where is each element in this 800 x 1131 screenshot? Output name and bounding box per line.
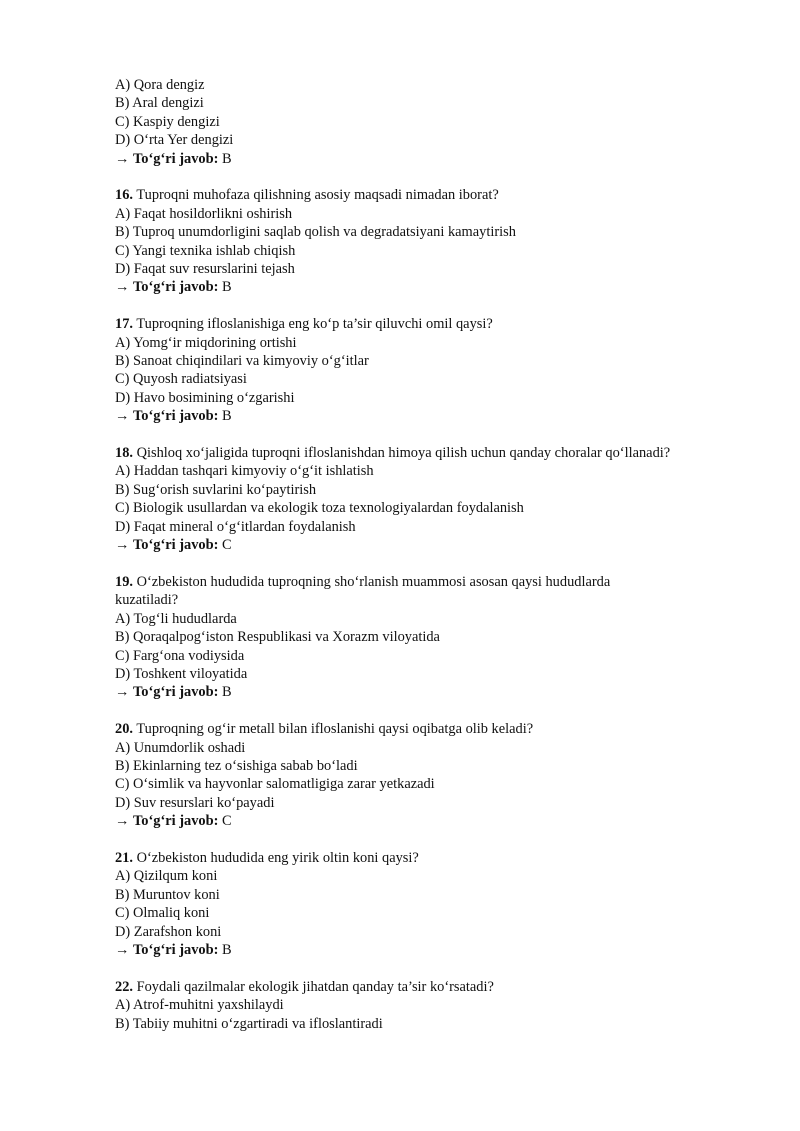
option-a: A) Haddan tashqari kimyoviy o‘g‘it ishlatish — [115, 463, 374, 480]
question-number: 16. — [115, 187, 133, 204]
option-d: D) Havo bosimining o‘zgarishi — [115, 389, 295, 406]
answer-value: B — [222, 942, 232, 958]
option-c: C) Quyosh radiatsiyasi — [115, 371, 247, 388]
answer-value: B — [222, 279, 232, 296]
question-number: 21. — [115, 849, 133, 866]
question-fragment — [115, 76, 775, 168]
option-c: C) Olmaliq koni — [115, 905, 210, 922]
option-b: B) Sanoat chiqindilari va kimyoviy o‘g‘itlar — [115, 353, 369, 370]
question-body: Tuproqning og‘ir metall bilan ifloslanishi qaysi oqibatga olib keladi? — [136, 721, 534, 738]
answer-line — [115, 536, 775, 554]
option-d: D) Suv resurslari ko‘payadi — [115, 794, 275, 811]
answer-label: To‘g‘ri javob: — [133, 942, 219, 958]
question-17 — [115, 315, 775, 425]
option-a: A) Faqat hosildorlikni oshirish — [115, 205, 293, 222]
question-text — [115, 186, 775, 204]
question-text — [115, 720, 775, 738]
question-number: 18. — [115, 445, 133, 462]
option-a: A) Qora dengiz — [115, 77, 205, 93]
answer-label: To‘g‘ri javob: — [133, 408, 219, 425]
option-c: C) Kaspiy dengizi — [115, 113, 220, 130]
option-a: A) Yomg‘ir miqdorining ortishi — [115, 334, 297, 351]
arrow-icon: → — [115, 279, 130, 296]
answer-label: To‘g‘ri javob: — [133, 150, 219, 167]
arrow-icon: → — [115, 813, 130, 830]
question-text — [115, 573, 675, 610]
option-c: C) Yangi texnika ishlab chiqish — [115, 242, 296, 259]
answer-line — [115, 278, 775, 296]
question-body: Tuproqni muhofaza qilishning asosiy maqsadi nimadan iborat? — [136, 187, 499, 204]
answer-label: To‘g‘ri javob: — [133, 813, 219, 830]
answer-line — [115, 812, 775, 830]
arrow-icon: → — [115, 942, 130, 958]
arrow-icon: → — [115, 684, 130, 701]
option-b: B) Muruntov koni — [115, 886, 220, 903]
option-b: B) Tabiiy muhitni o‘zgartiradi va ifloslantiradi — [115, 1015, 383, 1032]
question-number: 20. — [115, 721, 133, 738]
option-d: D) Faqat suv resurslarini tejash — [115, 261, 295, 278]
answer-value: B — [222, 684, 232, 701]
question-21 — [115, 849, 775, 959]
option-b: B) Sug‘orish suvlarini ko‘paytirish — [115, 481, 317, 498]
option-d: D) Zarafshon koni — [115, 923, 222, 940]
option-a: A) Atrof-muhitni yaxshilaydi — [115, 997, 284, 1014]
question-number: 22. — [115, 978, 133, 995]
answer-line — [115, 941, 775, 959]
question-20 — [115, 720, 775, 830]
question-16 — [115, 186, 775, 296]
option-a: A) Unumdorlik oshadi — [115, 739, 246, 756]
arrow-icon: → — [115, 537, 130, 554]
question-body: Qishloq xo‘jaligida tuproqni ifloslanishdan himoya qilish uchun qanday choralar qo‘llanadi? — [136, 445, 671, 462]
question-text — [115, 849, 775, 867]
option-b: B) Aral dengizi — [115, 95, 204, 112]
option-d: D) O‘rta Yer dengizi — [115, 132, 234, 149]
question-18 — [115, 444, 775, 554]
answer-value: B — [222, 150, 232, 167]
option-d: D) Faqat mineral o‘g‘itlardan foydalanish — [115, 518, 356, 535]
answer-line — [115, 407, 775, 425]
question-text — [115, 315, 775, 333]
option-a: A) Qizilqum koni — [115, 868, 218, 885]
question-body: Foydali qazilmalar ekologik jihatdan qanday ta’sir ko‘rsatadi? — [136, 978, 494, 995]
question-text — [115, 444, 775, 462]
question-body: O‘zbekiston hududida tuproqning sho‘rlanish muammosi asosan qaysi hududlarda kuzatiladi? — [115, 573, 611, 609]
answer-line — [115, 150, 775, 168]
option-d: D) Toshkent viloyatida — [115, 665, 248, 682]
question-19 — [115, 573, 775, 702]
question-22 — [115, 978, 775, 1033]
question-number: 17. — [115, 316, 133, 333]
answer-label: To‘g‘ri javob: — [133, 537, 219, 554]
answer-value: C — [222, 813, 232, 830]
question-body: Tuproqning ifloslanishiga eng ko‘p ta’sir qiluvchi omil qaysi? — [136, 316, 493, 333]
question-body: O‘zbekiston hududida eng yirik oltin koni qaysi? — [136, 849, 419, 866]
option-c: C) Biologik usullardan va ekologik toza texnologiyalardan foydalanish — [115, 500, 524, 517]
option-b: B) Qoraqalpog‘iston Respublikasi va Xorazm viloyatida — [115, 629, 440, 646]
option-b: B) Ekinlarning tez o‘sishiga sabab bo‘ladi — [115, 757, 358, 774]
option-a: A) Tog‘li hududlarda — [115, 610, 237, 627]
option-c: C) Farg‘ona vodiysida — [115, 647, 245, 664]
document-page — [115, 76, 775, 1051]
arrow-icon: → — [115, 408, 130, 425]
arrow-icon: → — [115, 150, 130, 167]
answer-value: B — [222, 408, 232, 425]
answer-label: To‘g‘ri javob: — [133, 684, 219, 701]
answer-value: C — [222, 537, 232, 554]
question-number: 19. — [115, 573, 133, 590]
option-b: B) Tuproq unumdorligini saqlab qolish va degradatsiyani kamaytirish — [115, 224, 516, 241]
option-c: C) O‘simlik va hayvonlar salomatligiga zarar yetkazadi — [115, 776, 435, 793]
question-text — [115, 978, 775, 996]
answer-label: To‘g‘ri javob: — [133, 279, 219, 296]
answer-line — [115, 683, 775, 701]
